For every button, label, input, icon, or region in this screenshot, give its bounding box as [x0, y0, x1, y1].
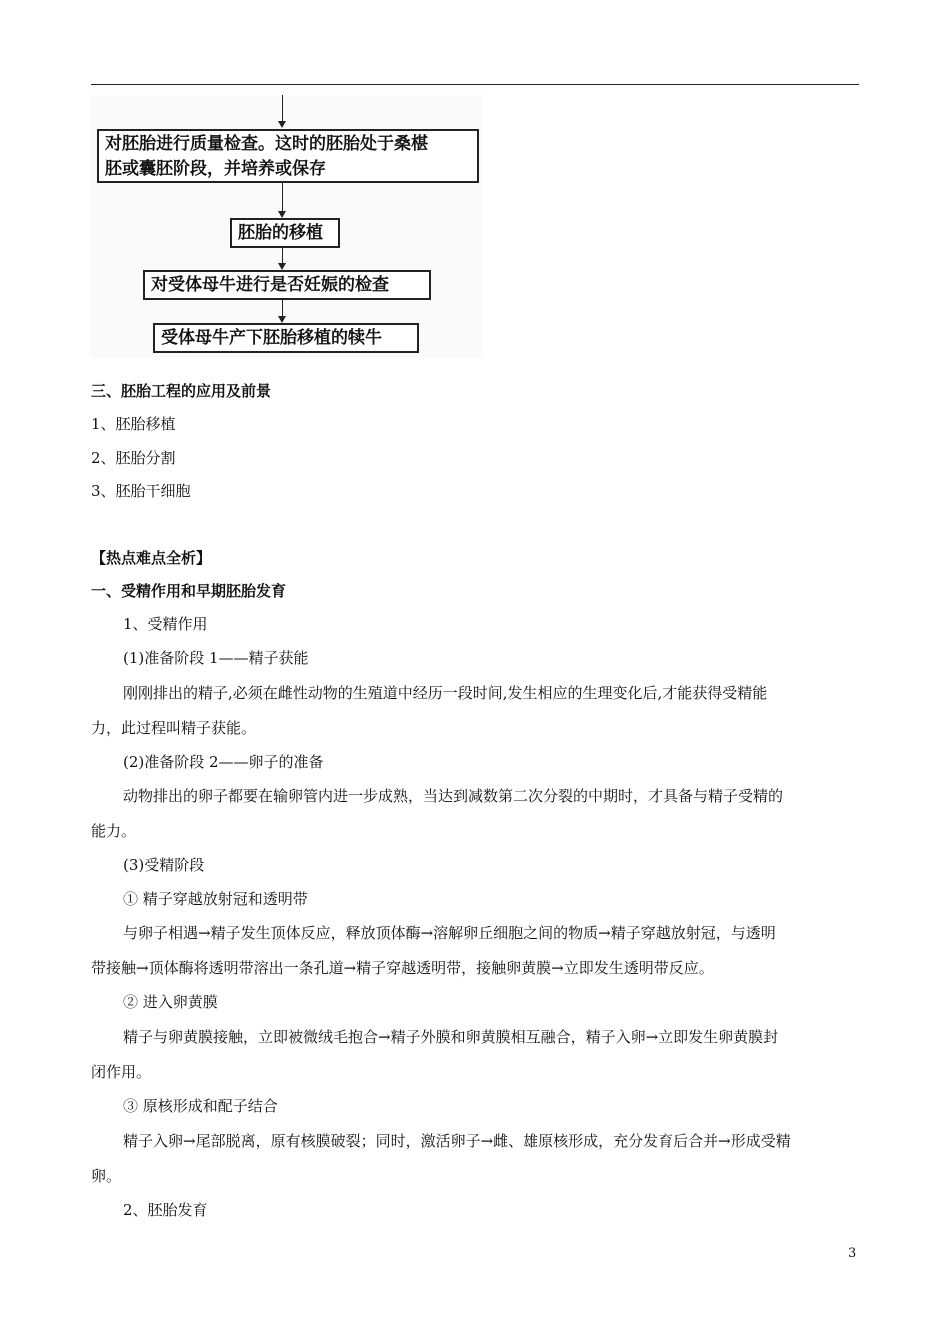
para-step3-body-a: 精子入卵→尾部脱离，原有核膜破裂；同时，激活卵子→雌、雄原核形成，充分发育后合并→形成受精 [123, 1132, 791, 1150]
page-number: 3 [848, 1246, 857, 1261]
section3-item-1: 1、胚胎移植 [91, 415, 176, 433]
flow-box-transfer [230, 218, 340, 248]
para-stage2-body-a: 动物排出的卵子都要在输卵管内进一步成熟，当达到减数第二次分裂的中期时，才具备与精子受精的 [123, 787, 784, 805]
para-step2: ② 进入卵黄膜 [123, 993, 218, 1011]
para-stage1: (1)准备阶段 1——精子获能 [123, 649, 309, 667]
para-stage2-body-b: 能力。 [91, 822, 137, 840]
flow-box-quality-check [97, 129, 479, 183]
section3-item-3: 3、胚胎干细胞 [91, 482, 191, 500]
para-stage2: (2)准备阶段 2——卵子的准备 [123, 753, 324, 771]
flow-box-3-text: 对受体母牛进行是否妊娠的检查 [151, 275, 389, 295]
flow-box-1-line-1: 对胚胎进行质量检查。这时的胚胎处于桑椹 [105, 134, 428, 154]
para-stage1-body-b: 力，此过程叫精子获能。 [91, 719, 257, 737]
para-step1-body-a: 与卵子相遇→精子发生顶体反应，释放顶体酶→溶解卵丘细胞之间的物质→精子穿越放射冠，与透明 [123, 924, 776, 942]
para-step3: ③ 原核形成和配子结合 [123, 1097, 278, 1115]
analysis-subheading: 一、受精作用和早期胚胎发育 [91, 582, 287, 600]
para-step1: ① 精子穿越放射冠和透明带 [123, 890, 308, 908]
para-step3-body-b: 卵。 [91, 1167, 122, 1185]
arrow-head-3 [278, 263, 286, 270]
arrow-head-1 [278, 121, 286, 128]
section3-heading: 三、胚胎工程的应用及前景 [91, 382, 272, 400]
section3-item-2: 2、胚胎分割 [91, 449, 176, 467]
para-stage1-body-a: 刚刚排出的精子,必须在雌性动物的生殖道中经历一段时间,发生相应的生理变化后,才能获得受精能 [123, 684, 768, 702]
para-stage3: (3)受精阶段 [123, 856, 205, 874]
arrow-line-1 [282, 95, 283, 123]
para-embryo-development: 2、胚胎发育 [123, 1201, 208, 1219]
analysis-heading: 【热点难点全析】 [91, 549, 212, 567]
header-rule [91, 84, 859, 85]
flow-box-4-text: 受体母牛产下胚胎移植的犊牛 [161, 328, 382, 348]
para-step2-body-a: 精子与卵黄膜接触，立即被微绒毛抱合→精子外膜和卵黄膜相互融合，精子入卵→立即发生卵黄膜封 [123, 1028, 779, 1046]
arrow-head-2 [278, 211, 286, 218]
flow-box-calf-birth [153, 323, 419, 353]
para-step1-body-b: 带接触→顶体酶将透明带溶出一条孔道→精子穿越透明带，接触卵黄膜→立即发生透明带反应。 [91, 959, 714, 977]
flowchart [91, 95, 483, 358]
arrow-line-2 [282, 183, 283, 213]
flow-box-1-line-2: 胚或囊胚阶段，并培养或保存 [105, 159, 326, 179]
arrow-head-4 [278, 316, 286, 323]
flow-box-2-text: 胚胎的移植 [238, 223, 323, 243]
flow-box-pregnancy-check [143, 270, 431, 300]
para-fertilization: 1、受精作用 [123, 615, 208, 633]
para-step2-body-b: 闭作用。 [91, 1063, 152, 1081]
